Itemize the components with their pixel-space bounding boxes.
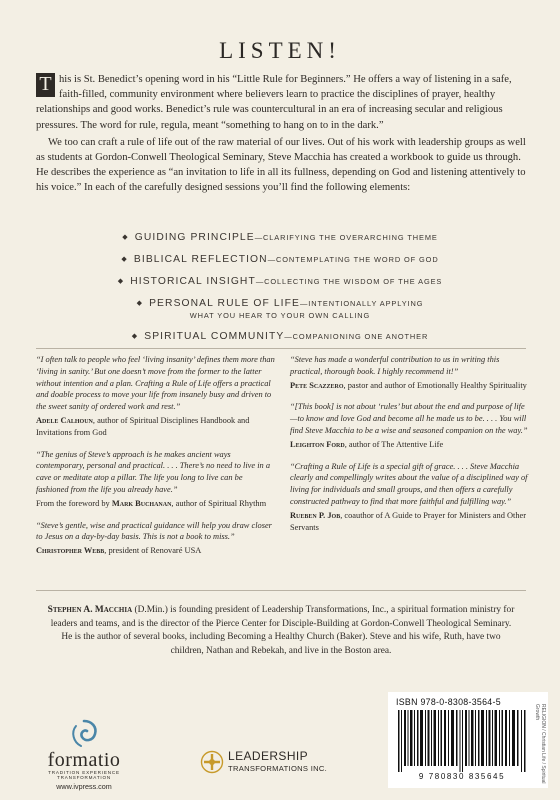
publisher-url: www.ivpress.com	[56, 782, 112, 791]
diamond-bullet-icon: ◆	[131, 333, 139, 340]
divider	[36, 348, 526, 349]
divider	[36, 590, 526, 591]
endorsement-quote: “Steve’s gentle, wise and practical guidance will help you draw closer to Jesus on a day-by-day basis. This is not a book to miss.”	[36, 520, 272, 542]
publisher-name: formatio	[47, 749, 121, 771]
publisher-tagline: TRADITION EXPERIENCE TRANSFORMATION	[48, 770, 120, 780]
diamond-bullet-icon: ◆	[136, 300, 144, 307]
element-item: ◆ HISTORICAL INSIGHT—COLLECTING THE WISDOM OF THE AGES	[117, 276, 443, 287]
endorsements-left	[36, 354, 276, 567]
partner-subtitle: TRANSFORMATIONS INC.	[228, 764, 328, 773]
barcode-panel	[388, 692, 548, 788]
endorsement-quote: “Crafting a Rule of Life is a special gift of grace. . . . Steve Macchia clearly and compellingly writes about the value of a disciplined way of living for individuals and small groups, and then offers a carefully constructed pathway to find that more faithful and fulfilling way.”	[290, 461, 528, 506]
publisher-logo	[34, 718, 134, 791]
formatio-swirl-icon	[66, 718, 102, 750]
author-bio: Stephen A. Macchia (D.Min.) is founding president of Leadership Transformations, Inc., a spiritual formation ministry for leaders and teams, and is the director of the Pierce Center for Disciple-Building at Gordon-Conwell Theological Seminary. He is the author of several books, including Becoming a Healthy Church (Baker). Steve and his wife, Ruth, have two children, Nathan and Rebekah, and live in the Boston area.	[47, 605, 515, 656]
intro-paragraph-1: T his is St. Benedict’s opening word in his “Little Rule for Beginners.” He offers a way of listening in a safe, faith-filled, community environment where believers learn to practice the disciplines of prayer, healthy relationships and good works. Benedict’s rule was countercultural in an era of increasing secular and religious pressures. The word for rule, regula, meant “something to hang on to in the dark.”	[36, 73, 512, 131]
partner-name: LEADERSHIP	[228, 749, 309, 763]
element-item: ◆ BIBLICAL REFLECTION—CONTEMPLATING THE WORD OF GOD	[121, 254, 439, 265]
page-title: LISTEN!	[219, 38, 341, 63]
endorsement-quote: “Steve has made a wonderful contribution to us in writing this practical, thorough book. I highly recommend it!”	[290, 355, 500, 376]
category-note: RELIGION / Christian Life / Spiritual Growth	[534, 704, 546, 784]
diamond-bullet-icon: ◆	[122, 234, 129, 241]
endorsement-attribution: Pete Scazzero, pastor and author of Emotionally Healthy Spirituality	[290, 380, 527, 390]
endorsement-quote: “I often talk to people who feel ‘living insanity’ defines them more than ‘living in sanity.’ But one doesn’t move from the former to the latter without intention and a plan. Crafting a Rule of Life offers a practical and doable process to move your life from insanely busy and driven to the sweet sanity of ordered work and rest.”	[36, 355, 275, 412]
endorsement-quote: “[This book] is not about ‘rules’ but about the end and purpose of life—to know and love God and become all he made us to be. . . . You will find Steve Macchia to be a wise and seasoned companion on the way.”	[290, 402, 528, 435]
cross-emblem-icon	[200, 750, 224, 774]
diamond-bullet-icon: ◆	[117, 278, 125, 285]
barcode-icon	[396, 710, 528, 772]
barcode-number: 9 780830 835645	[418, 772, 506, 781]
endorsement-attribution: Adele Calhoun, author of Spiritual Disciplines Handbook and Invitations from God	[36, 415, 250, 437]
endorsement-quote: “The genius of Steve’s approach is he makes ancient ways contemporary, personal and practical. . . . There’s no need to live in a cave or meditate atop a pillar. The life you long to live can be fashioned from the life you already have.”	[36, 449, 271, 494]
endorsement-attribution: Leighton Ford, author of The Attentive Life	[290, 439, 444, 449]
element-item: ◆ GUIDING PRINCIPLE—CLARIFYING THE OVERARCHING THEME	[122, 232, 438, 243]
partner-logo	[200, 748, 390, 782]
endorsement	[36, 520, 276, 557]
intro-text	[36, 72, 526, 196]
intro-paragraph-2: We too can craft a rule of life out of the raw material of our lives. Out of his work with leadership groups as well as students at Gordon-Conwell Theological Seminary, Steve Macchia has created a workbook to guide us through. He describes the experience as “an invitation to life in all its fullness, depending on God and listening attentively to his voice.” In each of the carefully designed sessions you’ll find the following elements:	[36, 136, 526, 194]
element-item: ◆ PERSONAL RULE OF LIFE—INTENTIONALLY APPLYING WHAT YOU HEAR TO YOUR OWN CALLING	[136, 298, 424, 320]
endorsement	[36, 354, 276, 439]
endorsement-attribution: Christopher Webb, president of Renovaré USA	[36, 546, 202, 556]
endorsement	[290, 461, 528, 534]
endorsement-attribution: Rueben P. Job, coauthor of A Guide to Prayer for Ministers and Other Servants	[290, 510, 527, 532]
isbn-label: ISBN 978-0-8308-3564-5	[396, 697, 501, 707]
element-item: ◆ SPIRITUAL COMMUNITY—COMPANIONING ONE ANOTHER	[131, 331, 429, 342]
endorsement	[290, 354, 528, 391]
endorsement-attribution: From the foreword by Mark Buchanan, author of Spiritual Rhythm	[36, 498, 267, 508]
session-elements-list	[0, 232, 560, 353]
drop-cap: T	[36, 73, 55, 97]
diamond-bullet-icon: ◆	[121, 256, 128, 263]
endorsements-right	[290, 354, 528, 543]
endorsement	[36, 449, 276, 510]
endorsement	[290, 401, 528, 450]
